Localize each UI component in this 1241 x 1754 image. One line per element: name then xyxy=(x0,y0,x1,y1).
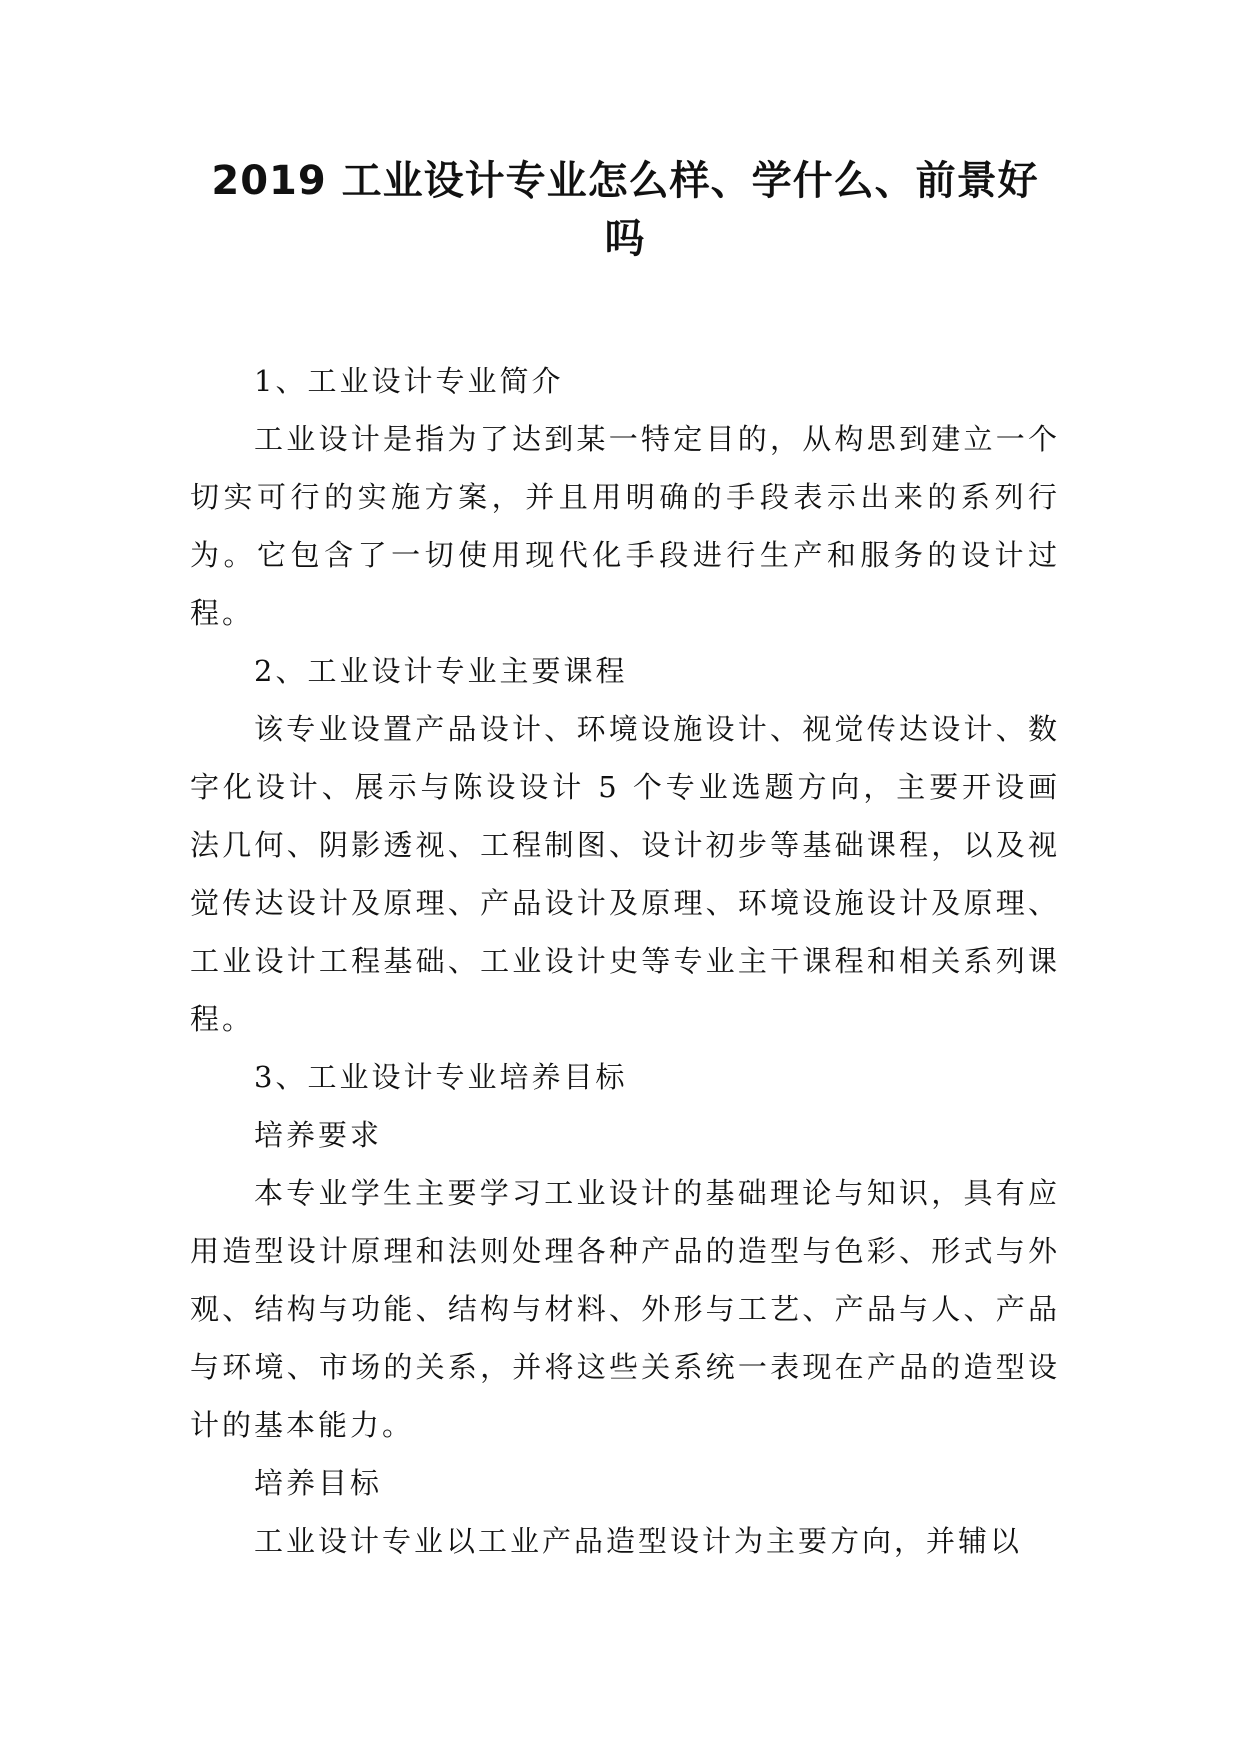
section-heading-goals: 3、工业设计专业培养目标 xyxy=(254,1060,628,1094)
paragraph-requirements: 本专业学生主要学习工业设计的基础理论与知识，具有应用造型设计原理和法则处理各种产品的造型与色彩、形式与外观、结构与功能、结构与材料、外形与工艺、产品与人、产品与环境、市场的关系，并将这些关系统一表现在产品的造型设计的基本能力。 xyxy=(190,1176,1060,1442)
document-title-line-2: 吗 xyxy=(604,216,646,262)
document-title-line-1: 2019 工业设计专业怎么样、学什么、前景好 xyxy=(211,158,1039,204)
paragraph-intro: 工业设计是指为了达到某一特定目的，从构思到建立一个切实可行的实施方案，并且用明确的手段表示出来的系列行为。它包含了一切使用现代化手段进行生产和服务的设计过程。 xyxy=(190,422,1060,630)
document-body xyxy=(190,352,1060,1570)
paragraph-objectives: 工业设计专业以工业产品造型设计为主要方向，并辅以 xyxy=(254,1524,1023,1558)
subheading-requirements: 培养要求 xyxy=(254,1118,383,1152)
document-title xyxy=(190,152,1060,268)
section-heading-intro: 1、工业设计专业简介 xyxy=(254,364,564,398)
section-heading-courses: 2、工业设计专业主要课程 xyxy=(254,654,628,688)
paragraph-courses: 该专业设置产品设计、环境设施设计、视觉传达设计、数字化设计、展示与陈设设计 5 个专业选题方向，主要开设画法几何、阴影透视、工程制图、设计初步等基础课程，以及视觉传达设计及原理、产品设计及原理、环境设施设计及原理、工业设计工程基础、工业设计史等专业主干课程和相关系列课程。 xyxy=(190,712,1060,1036)
subheading-objectives: 培养目标 xyxy=(254,1466,383,1500)
